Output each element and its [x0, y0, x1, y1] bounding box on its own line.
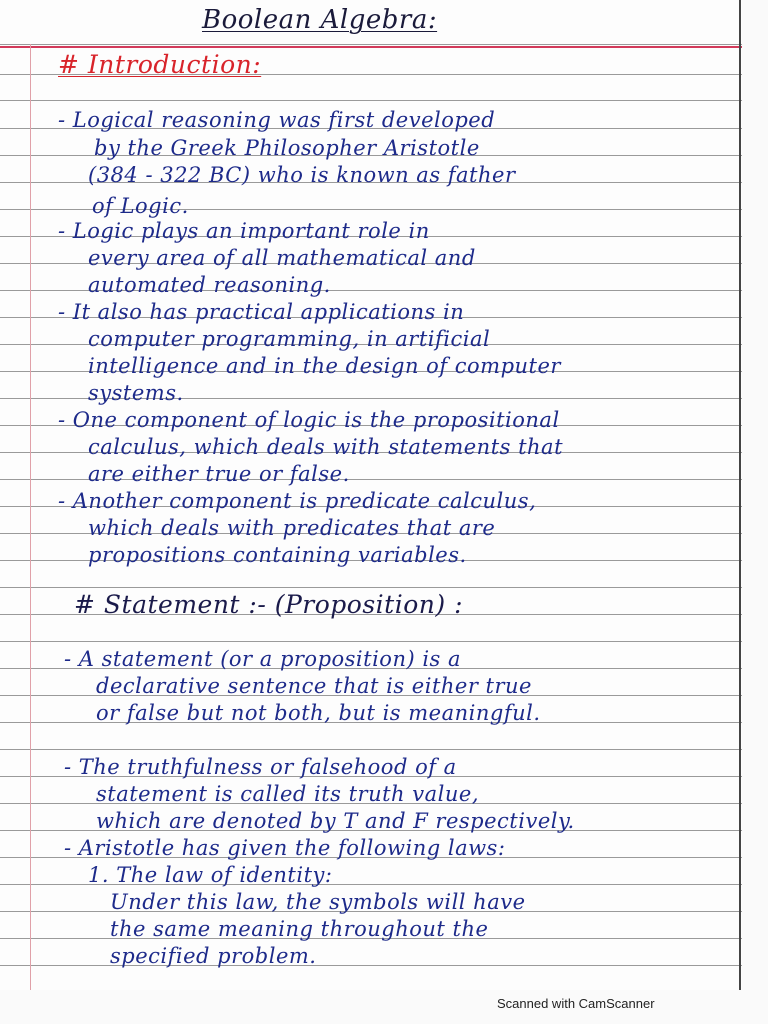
intro-line: - Another component is predicate calculus, — [58, 489, 537, 513]
intro-line: automated reasoning. — [88, 273, 331, 297]
statement-line: the same meaning throughout the — [110, 917, 489, 941]
intro-line: of Logic. — [92, 194, 189, 218]
intro-line: systems. — [88, 381, 184, 405]
intro-line: calculus, which deals with statements that — [88, 435, 564, 459]
statement-heading: # Statement :- (Proposition) : — [74, 590, 463, 619]
scanner-watermark: Scanned with CamScanner — [497, 996, 655, 1011]
page-title: Boolean Algebra: — [202, 5, 438, 35]
intro-line: by the Greek Philosopher Aristotle — [94, 136, 480, 160]
intro-line: every area of all mathematical and — [88, 246, 476, 270]
intro-line: (384 - 322 BC) who is known as father — [88, 163, 516, 187]
statement-line: - The truthfulness or falsehood of a — [64, 755, 457, 779]
statement-line: 1. The law of identity: — [88, 863, 333, 887]
statement-line: which are denoted by T and F respectively. — [96, 809, 575, 833]
intro-line: computer programming, in artificial — [88, 327, 491, 351]
intro-line: - Logical reasoning was first developed — [58, 108, 496, 132]
intro-line: - It also has practical applications in — [58, 300, 465, 324]
statement-line: - Aristotle has given the following laws: — [64, 836, 506, 860]
intro-line: are either true or false. — [88, 462, 350, 486]
statement-line: statement is called its truth value, — [96, 782, 479, 806]
intro-heading: # Introduction: — [58, 50, 262, 79]
statement-line: or false but not both, but is meaningful. — [96, 701, 541, 725]
intro-line: intelligence and in the design of computer — [88, 354, 561, 378]
statement-line: specified problem. — [110, 944, 317, 968]
intro-line: which deals with predicates that are — [88, 516, 496, 540]
statement-line: - A statement (or a proposition) is a — [64, 647, 462, 671]
intro-line: - Logic plays an important role in — [58, 219, 430, 243]
statement-line: declarative sentence that is either true — [96, 674, 532, 698]
statement-line: Under this law, the symbols will have — [110, 890, 526, 914]
intro-line: propositions containing variables. — [88, 543, 467, 567]
intro-line: - One component of logic is the propositional — [58, 408, 560, 432]
